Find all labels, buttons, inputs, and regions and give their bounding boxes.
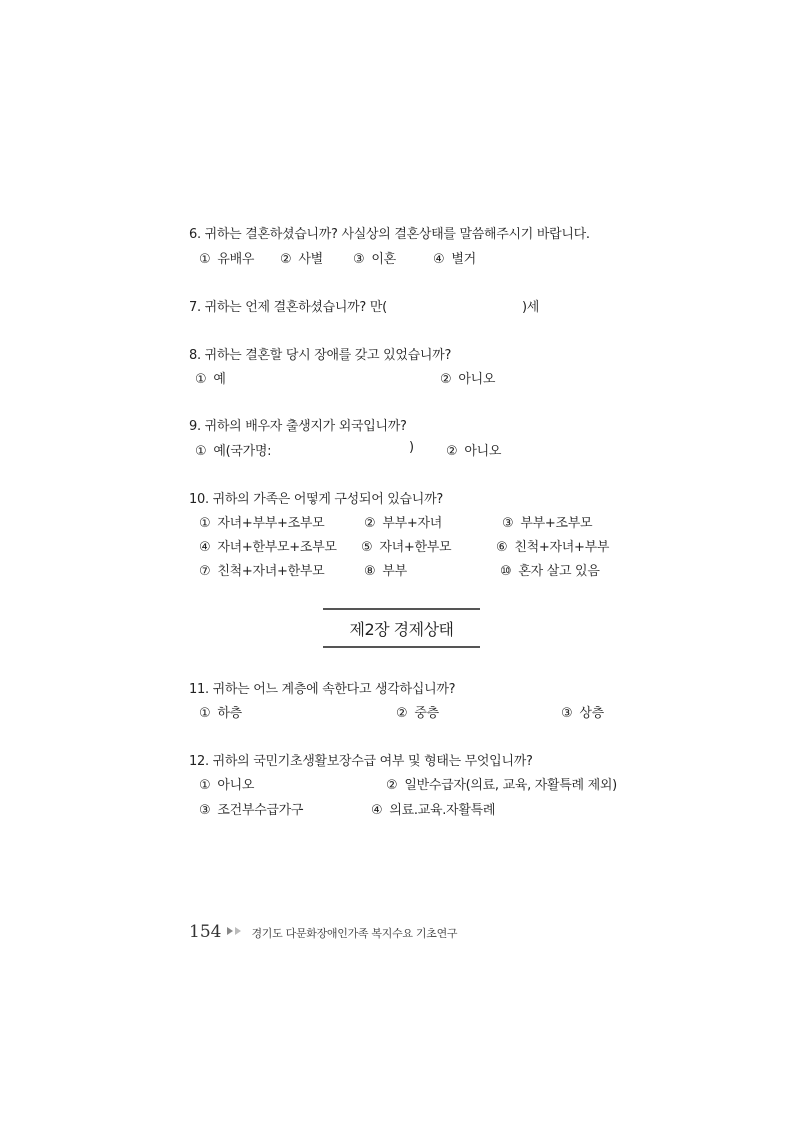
option-number: ①	[195, 372, 207, 387]
option-number: ③	[561, 706, 573, 721]
option-label: 자녀+한부모+조부모	[217, 540, 337, 555]
option-number: ①	[195, 444, 207, 459]
option-number: ⑩	[500, 564, 512, 579]
question-7: 7. 귀하는 언제 결혼하셨습니까? 만(	[189, 300, 387, 315]
q11-option-2[interactable]	[396, 702, 439, 721]
option-label: 예	[213, 372, 226, 387]
option-label: 자녀+한부모	[379, 540, 452, 555]
option-label: 유배우	[217, 252, 255, 267]
option-label: 일반수급자(의료, 교육, 자활특례 제외)	[404, 778, 617, 793]
q8-option-2[interactable]	[440, 368, 495, 387]
q10-option-3[interactable]	[502, 512, 592, 531]
option-label: 예(국가명:	[213, 444, 272, 459]
option-label: 친척+자녀+부부	[514, 540, 610, 555]
option-label: 상층	[579, 706, 604, 721]
option-number: ②	[280, 252, 292, 267]
option-label: 조건부수급가구	[217, 803, 304, 818]
option-number: ⑦	[199, 564, 211, 579]
q6-option-4[interactable]	[433, 248, 476, 267]
option-label: 이혼	[371, 252, 396, 267]
option-number: ③	[502, 516, 514, 531]
q6-option-1[interactable]	[199, 248, 254, 267]
option-label: 자녀+부부+조부모	[217, 516, 325, 531]
option-number: ④	[433, 252, 445, 267]
option-number: ③	[199, 803, 211, 818]
page-footer	[189, 922, 457, 942]
option-number: ①	[199, 252, 211, 267]
question-6: 6. 귀하는 결혼하셨습니까? 사실상의 결혼상태를 말씀해주시기 바랍니다.	[189, 227, 590, 242]
question-9: 9. 귀하의 배우자 출생지가 외국입니까?	[189, 419, 407, 434]
option-label: 의료.교육.자활특례	[389, 803, 496, 818]
option-number: ①	[199, 706, 211, 721]
q9-option-1[interactable]	[195, 440, 271, 459]
q9-option-2[interactable]	[446, 440, 501, 459]
q12-option-3[interactable]	[199, 799, 303, 818]
option-label: 중층	[414, 706, 439, 721]
option-number: ⑧	[364, 564, 376, 579]
chapter-heading	[323, 608, 480, 648]
option-number: ④	[199, 540, 211, 555]
option-number: ③	[353, 252, 365, 267]
option-label: 혼자 살고 있음	[518, 564, 600, 579]
page-number: 154	[189, 922, 222, 942]
q6-option-2[interactable]	[280, 248, 323, 267]
q11-option-3[interactable]	[561, 702, 604, 721]
option-label: 부부	[382, 564, 407, 579]
q12-option-4[interactable]	[371, 799, 495, 818]
question-10: 10. 귀하의 가족은 어떻게 구성되어 있습니까?	[189, 492, 443, 507]
question-8: 8. 귀하는 결혼할 당시 장애를 갖고 있었습니까?	[189, 348, 452, 363]
book-title: 경기도 다문화장애인가족 복지수요 기초연구	[251, 927, 458, 940]
q9-country-close: )	[409, 440, 414, 455]
q8-option-1[interactable]	[195, 368, 226, 387]
q10-option-6[interactable]	[496, 536, 609, 555]
option-label: 친척+자녀+한부모	[217, 564, 325, 579]
option-number: ⑥	[496, 540, 508, 555]
option-number: ①	[199, 516, 211, 531]
q10-option-5[interactable]	[361, 536, 451, 555]
q10-option-1[interactable]	[199, 512, 324, 531]
option-label: 사별	[298, 252, 323, 267]
option-label: 부부+자녀	[382, 516, 442, 531]
double-arrow-icon	[227, 927, 243, 935]
option-label: 아니오	[464, 444, 502, 459]
option-label: 별거	[451, 252, 476, 267]
q11-option-1[interactable]	[199, 702, 242, 721]
chapter-title: 제2장 경제상태	[349, 619, 454, 639]
q10-option-8[interactable]	[364, 560, 407, 579]
option-label: 부부+조부모	[520, 516, 593, 531]
question-11: 11. 귀하는 어느 계층에 속한다고 생각하십니까?	[189, 682, 456, 697]
q10-option-4[interactable]	[199, 536, 337, 555]
q12-option-1[interactable]	[199, 774, 254, 793]
q12-option-2[interactable]	[386, 774, 617, 793]
q10-option-2[interactable]	[364, 512, 442, 531]
option-number: ②	[440, 372, 452, 387]
option-number: ④	[371, 803, 383, 818]
option-label: 아니오	[217, 778, 255, 793]
option-number: ⑤	[361, 540, 373, 555]
option-number: ②	[364, 516, 376, 531]
option-number: ②	[396, 706, 408, 721]
option-number: ①	[199, 778, 211, 793]
option-label: 아니오	[458, 372, 496, 387]
option-number: ②	[386, 778, 398, 793]
question-12: 12. 귀하의 국민기초생활보장수급 여부 및 형태는 무엇입니까?	[189, 754, 533, 769]
q7-age-suffix: )세	[522, 300, 540, 315]
option-number: ②	[446, 444, 458, 459]
option-label: 하층	[217, 706, 242, 721]
q10-option-7[interactable]	[199, 560, 324, 579]
q10-option-10[interactable]	[500, 560, 600, 579]
q6-option-3[interactable]	[353, 248, 396, 267]
